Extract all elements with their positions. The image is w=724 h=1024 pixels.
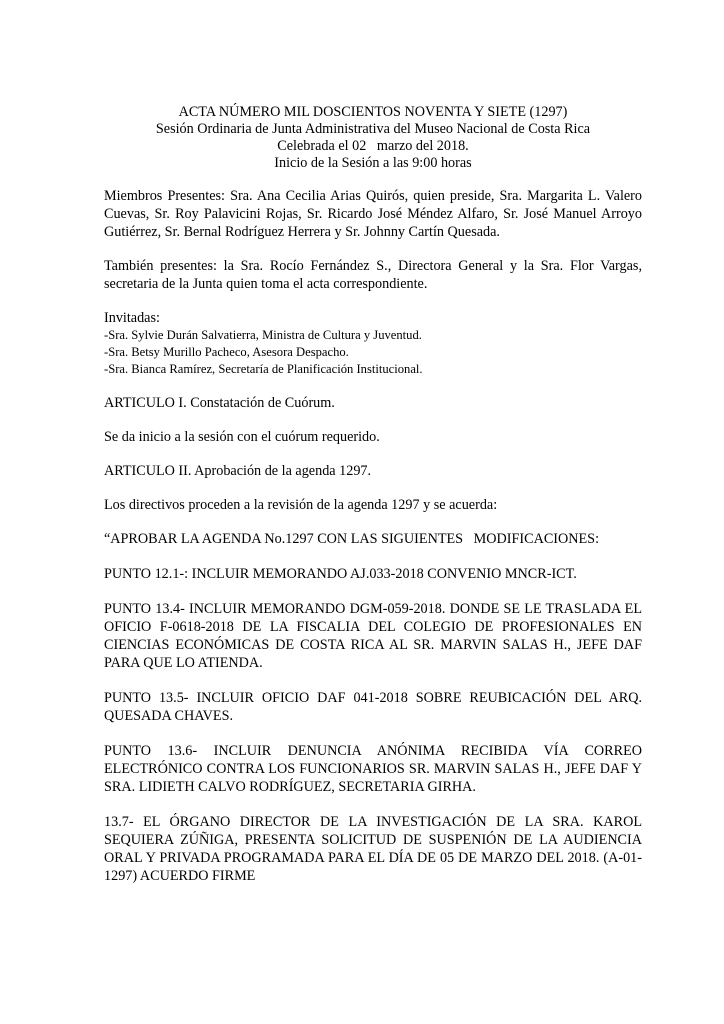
agenda-review-statement: Los directivos proceden a la revisión de la agenda 1297 y se acuerda:: [104, 497, 498, 513]
also-present-paragraph: También presentes: la Sra. Rocío Fernández S., Directora General y la Sra. Flor Vargas, secretaria de la Junta quien toma el acta correspondiente.: [104, 258, 642, 292]
session-start-time: Inicio de la Sesión a las 9:00 horas: [274, 155, 472, 171]
agenda-point-13-4: PUNTO 13.4- INCLUIR MEMORANDO DGM-059-2018. DONDE SE LE TRASLADA EL OFICIO F-0618-2018 DE LA FISCALIA DEL COLEGIO DE PROFESIONALES EN CIENCIAS ECONÓMICAS DE COSTA RICA AL SR. MARVIN SALAS H., JEFE DAF PARA QUE LO ATIENDA.: [104, 601, 642, 671]
session-date: Celebrada el 02 marzo del 2018.: [277, 138, 469, 154]
agenda-point-13-7: 13.7- EL ÓRGANO DIRECTOR DE LA INVESTIGACIÓN DE LA SRA. KAROL SEQUIERA ZÚÑIGA, PRESENTA SOLICITUD DE SUSPENIÓN DE LA AUDIENCIA ORAL Y PRIVADA PROGRAMADA PARA EL DÍA DE 05 DE MARZO DEL 2018. (A-01-1297) ACUERDO FIRME: [104, 814, 642, 884]
acta-title: ACTA NÚMERO MIL DOSCIENTOS NOVENTA Y SIETE (1297): [178, 104, 568, 120]
agenda-approval-clause: “APROBAR LA AGENDA No.1297 CON LAS SIGUIENTES MODIFICACIONES:: [104, 531, 600, 547]
guest-item: -Sra. Betsy Murillo Pacheco, Asesora Despacho.: [104, 345, 349, 359]
guest-item: -Sra. Bianca Ramírez, Secretaría de Planificación Institucional.: [104, 362, 423, 376]
agenda-point-13-5: PUNTO 13.5- INCLUIR OFICIO DAF 041-2018 SOBRE REUBICACIÓN DEL ARQ. QUESADA CHAVES.: [104, 690, 642, 724]
quorum-statement: Se da inicio a la sesión con el cuórum requerido.: [104, 429, 380, 445]
agenda-point-12-1: PUNTO 12.1-: INCLUIR MEMORANDO AJ.033-2018 CONVENIO MNCR-ICT.: [104, 566, 577, 582]
guest-item: -Sra. Sylvie Durán Salvatierra, Ministra de Cultura y Juventud.: [104, 328, 422, 342]
document-page: [104, 104, 642, 902]
document-header: [104, 104, 642, 172]
agenda-point-13-6: PUNTO 13.6- INCLUIR DENUNCIA ANÓNIMA RECIBIDA VÍA CORREO ELECTRÓNICO CONTRA LOS FUNCIONARIOS SR. MARVIN SALAS H., JEFE DAF Y SRA. LIDIETH CALVO RODRÍGUEZ, SECRETARIA GIRHA.: [104, 743, 642, 795]
guests-title: Invitadas:: [104, 310, 160, 326]
article-2-heading: ARTICULO II. Aprobación de la agenda 1297.: [104, 463, 372, 479]
guests-block: [104, 309, 642, 378]
session-title: Sesión Ordinaria de Junta Administrativa del Museo Nacional de Costa Rica: [155, 121, 591, 137]
article-1-heading: ARTICULO I. Constatación de Cuórum.: [104, 395, 335, 411]
members-present-paragraph: Miembros Presentes: Sra. Ana Cecilia Arias Quirós, quien preside, Sra. Margarita L. Valero Cuevas, Sr. Roy Palavicini Rojas, Sr. Ricardo José Méndez Alfaro, Sr. José Manuel Arroyo Gutiérrez, Sr. Bernal Rodríguez Herrera y Sr. Johnny Cartín Quesada.: [104, 188, 642, 240]
